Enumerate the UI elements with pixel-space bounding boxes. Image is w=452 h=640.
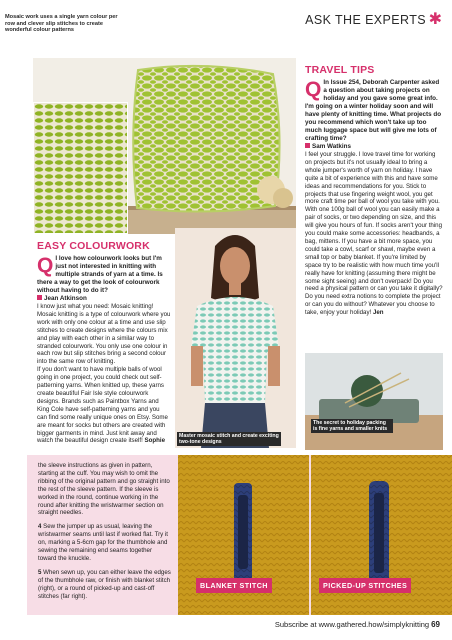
star-icon: ✱	[428, 11, 442, 28]
picked-up-stitches-label: PICKED-UP STITCHES	[319, 578, 411, 593]
answer-paragraph-text: I feel your struggle. I love travel time for working on projects but it's not usually ideal to bring a whole jumper's worth of yarn on holiday. I have quite a bit of experience with this and have some ideas and recommendations for you. Stick to projects that use fingering weight wool, you get more craft time per ball of wool you take with you. With one 100g ball of wool you can easily make a pair of socks, or two depending on size, and this will give you hours of fun. If socks aren't your thing you could make some accessories: headbands, a bag, mittens. If you have a bit more space, you could take a cowl, scarf or shawl, maybe even a small top or baby blanket. If you're limited by space try to be realistic with how much time you'll really have for knitting (assuming there might be some sight seeing) and don't overpack! Do you need a physical pattern or can you take it digitally? Do you need extra notions to complete the project or can you do without? Whatever you choose to take, enjoy your holiday!	[305, 151, 443, 317]
travel-tips-question	[305, 79, 443, 143]
easy-colourwork-question	[37, 255, 171, 295]
model-photo	[175, 228, 296, 448]
step-5	[38, 569, 172, 601]
step-number: 4	[38, 523, 42, 531]
step-intro: the sleeve instructions as given in pattern, starting at the cuff. You may wish to omit the ribbing of the original pattern and go straight into the rest of the sleeve pattern. If the sleeve is worked in the round, continue working in the round after knitting the wristwarmer section on straight needles.	[38, 462, 170, 517]
q-drop-cap: Q	[305, 78, 322, 101]
answer-signoff: Sophie	[144, 437, 166, 445]
steps-text	[38, 462, 172, 607]
travel-tips-title: TRAVEL TIPS	[305, 64, 375, 76]
step-number: 5	[38, 568, 42, 576]
question-author	[305, 143, 443, 151]
answer-paragraph: I know just what you need: Mosaic knitting! Mosaic knitting is a type of colourwork where you work with only one colour at a time and use slip stitches to create designs where the colours mix and play with each other in a similar way to stranded colourwork. You only use one colour in each row but slip stitches bring a second colour into the same row of knitting.	[37, 303, 171, 366]
yarn-ball-caption: The secret to holiday packing is fine yarns and smaller knits	[311, 419, 393, 433]
page-footer	[275, 620, 440, 629]
mosaic-closeup-photo	[33, 102, 128, 234]
author-name: Jean Atkinson	[44, 295, 87, 302]
question-author	[37, 295, 171, 303]
blanket-stitch-photo	[178, 455, 309, 615]
mosaic-closeup-illustration	[34, 103, 128, 234]
blanket-stitch-label: BLANKET STITCH	[196, 578, 272, 593]
yarn-ball-photo	[305, 353, 443, 450]
answer-signoff: Jen	[372, 309, 384, 317]
answer-paragraph-text: If you don't want to have multiple balls of wool going in one project, you could check out self-patterning yarns. When knitted up, these yarns create beautiful Fair Isle style colourwork designs. Brands such as Paintbox Yarns and King Cole have self-patterning yarns and you can find some really unique ones on Etsy. Some are meant for socks but others are created with bigger garments in mind. Just knit away and watch the beautiful design create itself!	[37, 366, 168, 445]
easy-colourwork-section	[37, 240, 171, 445]
section-title: ASK THE EXPERTS	[305, 13, 426, 27]
pillow-caption: Mosaic work uses a single yarn colour per row and clever slip stitches to create wonderful colour patterns	[5, 14, 118, 34]
question-text: I love how colourwork looks but I'm just not interested in knitting with multiple strands of yarn at a time. Is there a way to get the look of colourwork without having to do it?	[37, 255, 163, 294]
q-drop-cap: Q	[37, 254, 54, 277]
picked-up-stitches-photo	[311, 455, 452, 615]
yarn-ball-illustration	[305, 353, 443, 450]
author-name: Sam Watkins	[312, 143, 351, 150]
page-number: 69	[431, 620, 440, 629]
model-caption: Master mosaic stitch and create exciting two-tone designs	[177, 432, 281, 446]
square-bullet-icon	[37, 295, 42, 300]
model-illustration	[175, 228, 296, 448]
question-text: In Issue 254, Deborah Carpenter asked a question about taking projects on holiday and you gave some great info. I'm going on a winter holiday soon and will have plenty of knitting time. What projects do you recommend which won't take up too much luggage space but will give me lots of crafting time?	[305, 79, 442, 142]
square-bullet-icon	[305, 143, 310, 148]
answer-paragraph	[305, 151, 443, 317]
step-text: When sewn up, you can either leave the edges of the thumbhole raw, or finish with blanket stitch (right), or a round of picked-up and cast-off stitches (far right).	[38, 568, 171, 600]
easy-colourwork-title: EASY COLOURWORK	[37, 240, 150, 252]
travel-tips-section	[305, 64, 443, 317]
subscribe-link[interactable]: Subscribe at www.gathered.how/simplyknitting	[274, 620, 430, 629]
answer-paragraph	[37, 366, 171, 445]
step-4	[38, 523, 172, 563]
step-text: Sew the jumper up as usual, leaving the wristwarmer seams until last if worked flat. Try it on, marking a 5-6cm gap for the thumbhole and sewing the remaining end seams together toward the knuckle.	[38, 523, 169, 562]
